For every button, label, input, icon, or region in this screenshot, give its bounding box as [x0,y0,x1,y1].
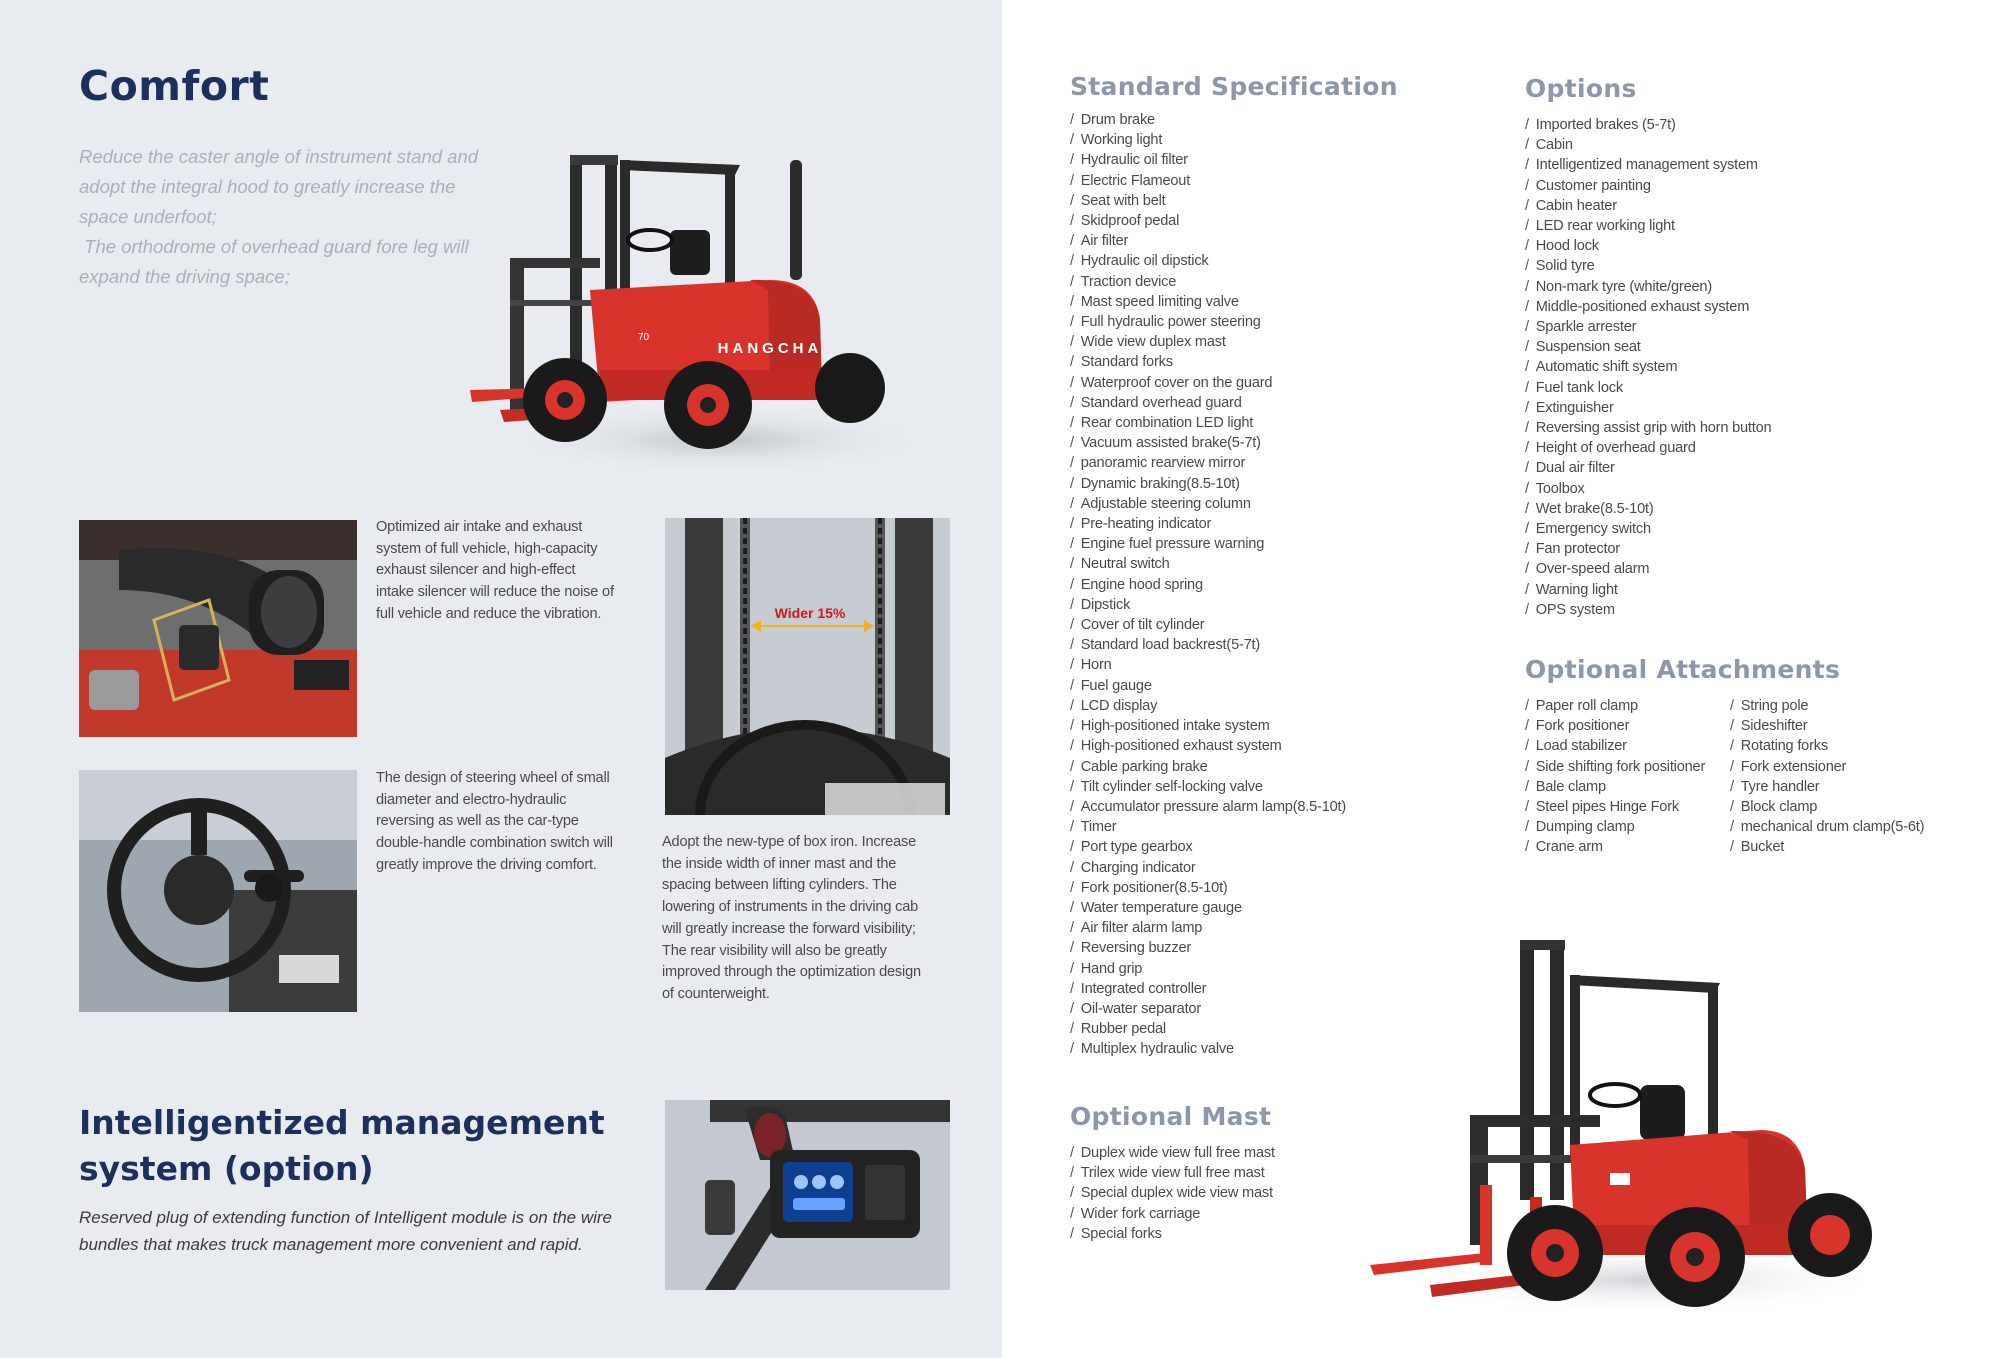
option-item: / Middle-positioned exhaust system [1525,297,1855,317]
standard-spec-item: / Tilt cylinder self-locking valve [1070,777,1400,797]
forklift-photo-top [470,140,940,480]
standard-spec-item: / High-positioned intake system [1070,716,1400,736]
option-item: / Imported brakes (5-7t) [1525,115,1855,135]
standard-spec-item: / Traction device [1070,272,1400,292]
steering-wheel-photo [79,770,357,1012]
comfort-desc-line-1: Reduce the caster angle of instrument stand and adopt the integral hood to greatly increase the space underfoot; [79,146,484,227]
option-item: / Customer painting [1525,176,1855,196]
standard-spec-item: / Fuel gauge [1070,676,1400,696]
standard-spec-item: / Electric Flameout [1070,171,1400,191]
attachment-item: / Block clamp [1730,797,1960,817]
option-item: / Wet brake(8.5-10t) [1525,499,1855,519]
attachments-list-col2 [1730,696,1960,858]
standard-spec-item: / Standard overhead guard [1070,393,1400,413]
comfort-heading: Comfort [79,62,270,110]
optional-mast-item: / Duplex wide view full free mast [1070,1143,1400,1163]
option-item: / Suspension seat [1525,337,1855,357]
option-item: / OPS system [1525,600,1855,620]
standard-spec-item: / Working light [1070,130,1400,150]
comfort-desc-line-2: The orthodrome of overhead guard fore leg will expand the driving space; [79,236,474,287]
option-item: / Warning light [1525,580,1855,600]
standard-spec-item: / Cover of tilt cylinder [1070,615,1400,635]
option-item: / Non-mark tyre (white/green) [1525,277,1855,297]
attachment-item: / Fork positioner [1525,716,1730,736]
attachment-item: / Bucket [1730,837,1960,857]
standard-spec-item: / Engine fuel pressure warning [1070,534,1400,554]
options-heading: Options [1525,74,1637,103]
standard-spec-list [1070,110,1400,1060]
standard-spec-item: / Mast speed limiting valve [1070,292,1400,312]
standard-spec-item: / Horn [1070,655,1400,675]
option-item: / Reversing assist grip with horn button [1525,418,1855,438]
standard-spec-item: / Air filter [1070,231,1400,251]
option-item: / Fuel tank lock [1525,378,1855,398]
standard-spec-item: / Rubber pedal [1070,1019,1400,1039]
optional-mast-item: / Special forks [1070,1224,1400,1244]
attachment-item: / String pole [1730,696,1960,716]
ims-display-photo [665,1100,950,1290]
option-item: / Intelligentized management system [1525,155,1855,175]
option-item: / Height of overhead guard [1525,438,1855,458]
standard-spec-item: / Hydraulic oil dipstick [1070,251,1400,271]
attachment-item: / Dumping clamp [1525,817,1730,837]
intake-text: Optimized air intake and exhaust system of full vehicle, high-capacity exhaust silencer and high-effect intake silencer will reduce the noise of full vehicle and reduce the vibration. [376,519,614,622]
standard-spec-item: / Reversing buzzer [1070,938,1400,958]
attachment-item: / Fork extensioner [1730,757,1960,777]
standard-spec-item: / Wide view duplex mast [1070,332,1400,352]
standard-spec-item: / Standard load backrest(5-7t) [1070,635,1400,655]
standard-spec-item: / Timer [1070,817,1400,837]
attachments-heading: Optional Attachments [1525,655,1841,684]
standard-spec-item: / Seat with belt [1070,191,1400,211]
standard-spec-item: / Oil-water separator [1070,999,1400,1019]
attachment-item: / Sideshifter [1730,716,1960,736]
standard-spec-item: / Engine hood spring [1070,575,1400,595]
option-item: / Extinguisher [1525,398,1855,418]
option-item: / Fan protector [1525,539,1855,559]
attachment-item: / Bale clamp [1525,777,1730,797]
attachment-item: / Side shifting fork positioner [1525,757,1730,777]
attachment-item: / Crane arm [1525,837,1730,857]
standard-spec-item: / Rear combination LED light [1070,413,1400,433]
standard-spec-item: / Neutral switch [1070,554,1400,574]
standard-spec-item: / Hand grip [1070,959,1400,979]
ims-heading: Intelligentized management system (option) [79,1103,605,1188]
model-label: 70 [638,332,650,343]
optional-mast-heading: Optional Mast [1070,1102,1272,1131]
option-item: / Cabin heater [1525,196,1855,216]
forklift-photo-bottom [1370,935,1890,1320]
option-item: / Solid tyre [1525,256,1855,276]
option-item: / Toolbox [1525,479,1855,499]
attachment-item: / Tyre handler [1730,777,1960,797]
attachments-list-col1 [1525,696,1730,858]
option-item: / Emergency switch [1525,519,1855,539]
standard-spec-item: / Accumulator pressure alarm lamp(8.5-10t) [1070,797,1400,817]
standard-spec-item: / Drum brake [1070,110,1400,130]
option-item: / Over-speed alarm [1525,559,1855,579]
wider-label: Wider 15% [774,605,846,621]
engine-intake-photo [79,520,357,737]
standard-spec-item: / Skidproof pedal [1070,211,1400,231]
standard-spec-item: / Dynamic braking(8.5-10t) [1070,474,1400,494]
standard-spec-item: / Dipstick [1070,595,1400,615]
comfort-description [79,142,499,292]
standard-spec-item: / Waterproof cover on the guard [1070,373,1400,393]
optional-mast-item: / Wider fork carriage [1070,1204,1400,1224]
standard-spec-item: / Multiplex hydraulic valve [1070,1039,1400,1059]
brand-label: HANGCHA [717,340,823,357]
standard-spec-item: / panoramic rearview mirror [1070,453,1400,473]
option-item: / Dual air filter [1525,458,1855,478]
optional-mast-list [1070,1143,1400,1244]
attachment-item: / Paper roll clamp [1525,696,1730,716]
standard-spec-item: / Pre-heating indicator [1070,514,1400,534]
standard-spec-item: / Charging indicator [1070,858,1400,878]
options-list [1525,115,1855,620]
steering-text: The design of steering wheel of small diameter and electro-hydraulic reversing as well as the car-type double-handle combination switch will greatly improve the driving comfort. [376,770,613,873]
option-item: / Sparkle arrester [1525,317,1855,337]
option-item: / Hood lock [1525,236,1855,256]
attachment-item: / Steel pipes Hinge Fork [1525,797,1730,817]
standard-spec-item: / High-positioned exhaust system [1070,736,1400,756]
standard-spec-item: / Integrated controller [1070,979,1400,999]
attachment-item: / Load stabilizer [1525,736,1730,756]
option-item: / Automatic shift system [1525,357,1855,377]
standard-spec-item: / Adjustable steering column [1070,494,1400,514]
attachment-item: / Rotating forks [1730,736,1960,756]
standard-spec-item: / Fork positioner(8.5-10t) [1070,878,1400,898]
standard-spec-item: / LCD display [1070,696,1400,716]
standard-spec-item: / Vacuum assisted brake(5-7t) [1070,433,1400,453]
ims-description: Reserved plug of extending function of Intelligent module is on the wire bundles that makes truck management more convenient and rapid. [79,1208,612,1254]
optional-mast-item: / Special duplex wide view mast [1070,1183,1400,1203]
standard-spec-item: / Hydraulic oil filter [1070,150,1400,170]
standard-spec-item: / Air filter alarm lamp [1070,918,1400,938]
mast-text: Adopt the new-type of box iron. Increase the inside width of inner mast and the spacing between lifting cylinders. The lowering of instruments in the driving cab will greatly increase the forward visibility; The rear visibility will also be greatly improved through the optimization design of counterweight. [662,834,921,1002]
standard-spec-item: / Cable parking brake [1070,757,1400,777]
standard-spec-item: / Full hydraulic power steering [1070,312,1400,332]
mast-view-photo [665,518,950,815]
standard-spec-item: / Standard forks [1070,352,1400,372]
standard-spec-item: / Port type gearbox [1070,837,1400,857]
attachment-item: / mechanical drum clamp(5-6t) [1730,817,1960,837]
option-item: / Cabin [1525,135,1855,155]
standard-spec-item: / Water temperature gauge [1070,898,1400,918]
optional-mast-item: / Trilex wide view full free mast [1070,1163,1400,1183]
option-item: / LED rear working light [1525,216,1855,236]
standard-spec-heading: Standard Specification [1070,72,1398,101]
